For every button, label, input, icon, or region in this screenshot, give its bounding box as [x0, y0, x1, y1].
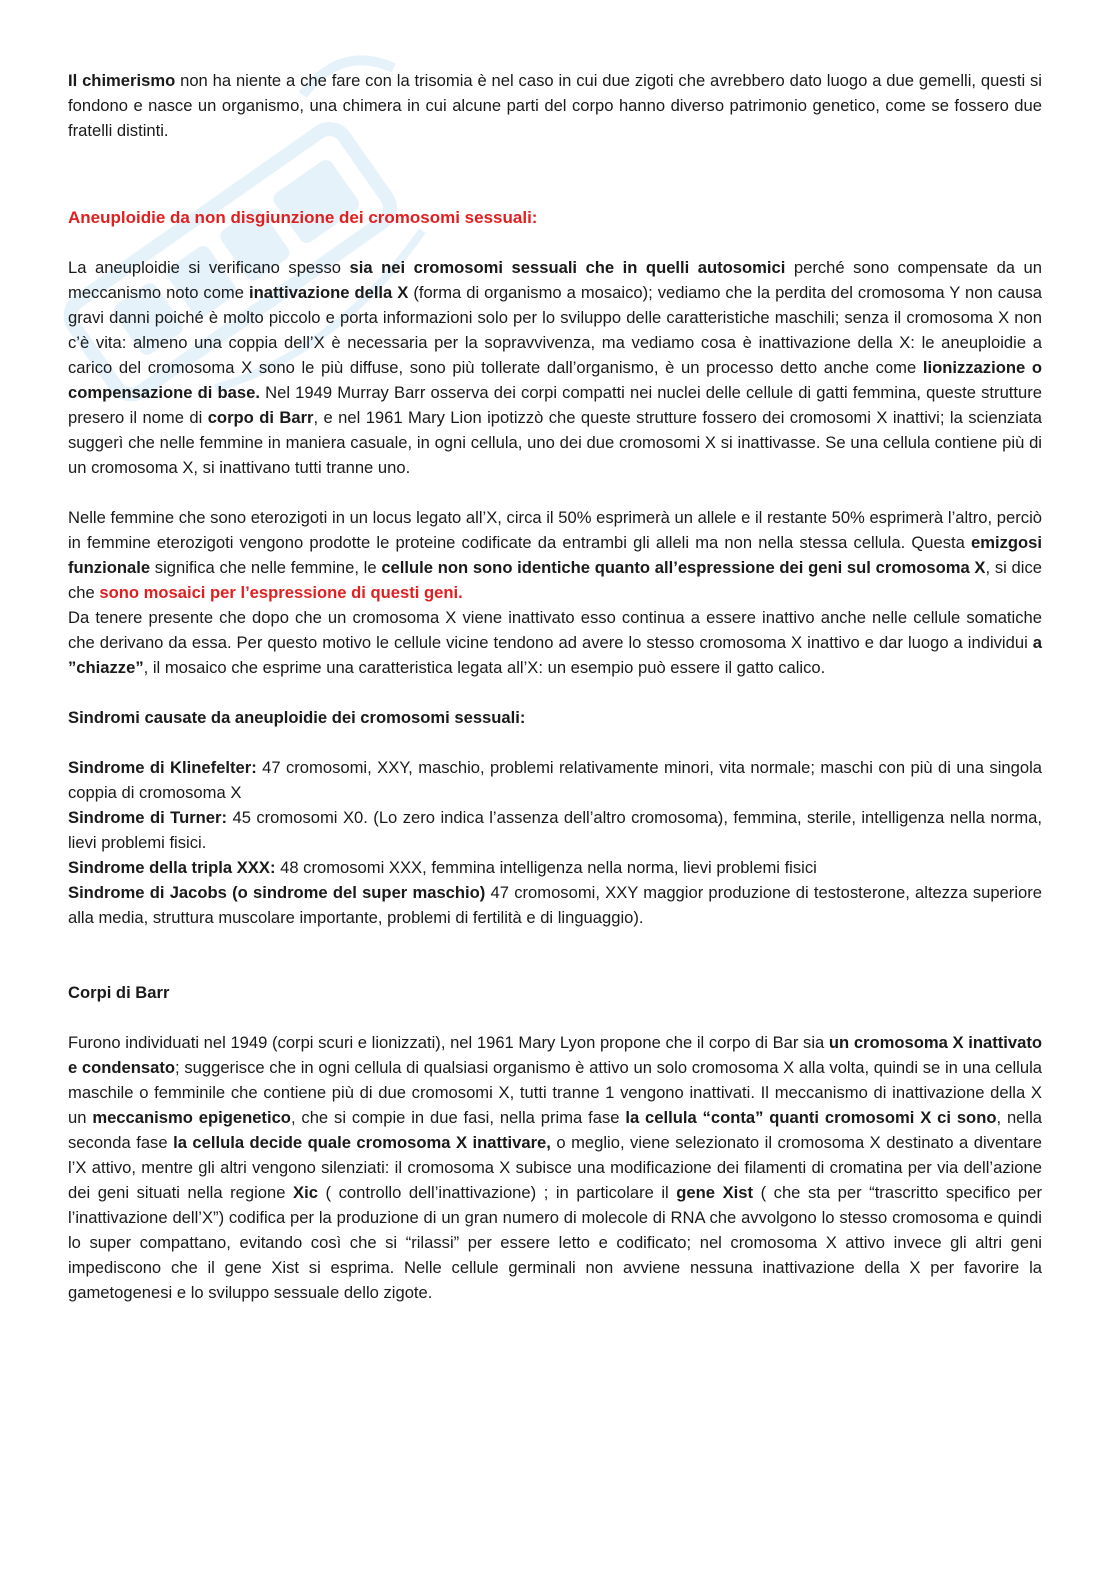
syndrome-item: Sindrome della tripla XXX: 48 cromosomi XXX, femmina intelligenza nella norma, lievi problemi fisici	[68, 858, 817, 877]
paragraph-chimerismo: Il chimerismo non ha niente a che fare con la trisomia è nel caso in cui due zigoti che avrebbero dato luogo a due gemelli, questi si fondono e nasce un organismo, una chimera in cui alcune parti del corpo hanno diverso patrimonio genetico, come se fossero due fratelli distinti.	[68, 71, 1042, 140]
paragraph-eterozigoti: Nelle femmine che sono eterozigoti in un locus legato all’X, circa il 50% esprimerà un allele e il restante 50% esprimerà l’altro, perciò in femmine eterozigoti vengono prodotte le proteine codificate da entrambi gli alleli ma non nella stessa cellula. Questa emizgosi funzionale significa che nelle femmine, le cellule non sono identiche quanto all’espressione dei geni sul cromosoma X, si dice che sono mosaici per l’espressione di questi geni.	[68, 508, 1042, 602]
syndrome-item: Sindrome di Turner: 45 cromosomi X0. (Lo zero indica l’assenza dell’altro cromosoma), femmina, sterile, intelligenza nella norma, lievi problemi fisici.	[68, 808, 1042, 852]
section-heading-sindromi: Sindromi causate da aneuploidie dei cromosomi sessuali:	[68, 708, 526, 727]
document-page	[68, 68, 1042, 1305]
section-heading-aneuploidie: Aneuploidie da non disgiunzione dei cromosomi sessuali:	[68, 208, 538, 227]
paragraph-corpi-di-barr: Furono individuati nel 1949 (corpi scuri e lionizzati), nel 1961 Mary Lyon propone che il corpo di Bar sia un cromosoma X inattivato e condensato; suggerisce che in ogni cellula di qualsiasi organismo è attivo un solo cromosoma X alla volta, quindi se in una cellula maschile o femminile che contiene più di due cromosomi X, tutti tranne 1 vengono inattivati. Il meccanismo di inattivazione della X un meccanismo epigenetico, che si compie in due fasi, nella prima fase la cellula “conta” quanti cromosomi X ci sono, nella seconda fase la cellula decide quale cromosoma X inattivare, o meglio, viene selezionato il cromosoma X destinato a diventare l’X attivo, mentre gli altri vengono silenziati: il cromosoma X subisce una modificazione dei filamenti di cromatina per via dell’azione dei geni situati nella regione Xic ( controllo dell’inattivazione) ; in particolare il gene Xist ( che sta per “trascritto specifico per l’inattivazione dell’X”) codifica per la produzione di un gran numero di molecole di RNA che avvolgono lo stesso cromosoma e quindi lo super compattano, evitando così che si “rilassi” per essere letto e codificato; nel cromosoma X attivo invece gli altri geni impediscono che il gene Xist si esprima. Nelle cellule germinali non avviene nessuna inattivazione della X per favorire la gametogenesi e lo sviluppo sessuale dello zigote.	[68, 1033, 1042, 1302]
syndrome-item: Sindrome di Klinefelter: 47 cromosomi, XXY, maschio, problemi relativamente minori, vita normale; maschi con più di una singola coppia di cromosoma X	[68, 758, 1042, 802]
paragraph-aneuploidie: La aneuploidie si verificano spesso sia nei cromosomi sessuali che in quelli autosomici perché sono compensate da un meccanismo noto come inattivazione della X (forma di organismo a mosaico); vediamo che la perdita del cromosoma Y non causa gravi danni poiché è molto piccolo e porta informazioni solo per lo sviluppo delle caratteristiche maschili; senza il cromosoma X non c’è vita: almeno una coppia dell’X è necessaria per la sopravvivenza, ma vediamo cosa è inattivazione della X: le aneuploidie a carico del cromosoma X sono le più diffuse, sono più tollerate dall’organismo, è un processo detto anche come lionizzazione o compensazione di base. Nel 1949 Murray Barr osserva dei corpi compatti nei nuclei delle cellule di gatti femmina, queste strutture presero il nome di corpo di Barr, e nel 1961 Mary Lion ipotizzò che queste strutture fossero dei cromosomi X inattivi; la scienziata suggerì che nelle femmine in maniera casuale, in ogni cellula, uno dei due cromosomi X si inattivasse. Se una cellula contiene più di un cromosoma X, si inattivano tutti tranne uno.	[68, 258, 1043, 477]
syndrome-item: Sindrome di Jacobs (o sindrome del super maschio) 47 cromosomi, XXY maggior produzione di testosterone, altezza superiore alla media, struttura muscolare importante, problemi di fertilità e di linguaggio).	[68, 883, 1042, 927]
section-heading-corpi-di-barr: Corpi di Barr	[68, 983, 170, 1002]
paragraph-chiazze: Da tenere presente che dopo che un cromosoma X viene inattivato esso continua a essere inattivo anche nelle cellule somatiche che derivano da essa. Per questo motivo le cellule vicine tendono ad avere lo stesso cromosoma X inattivo e dar luogo a individui a ”chiazze”, il mosaico che esprime una caratteristica legata all’X: un esempio può essere il gatto calico.	[68, 608, 1042, 677]
